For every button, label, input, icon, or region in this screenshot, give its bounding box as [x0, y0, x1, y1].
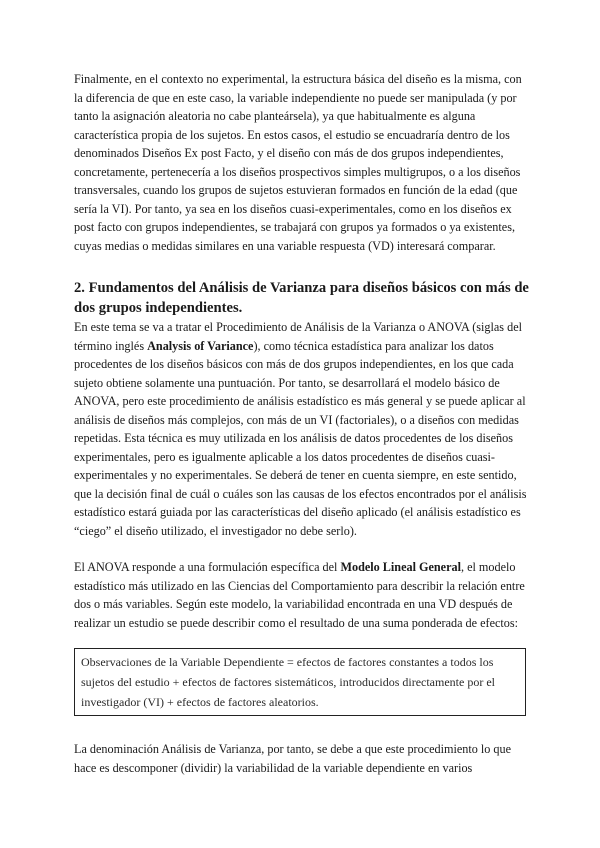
paragraph-glm-part-b: , el modelo estadístico más utilizado en las Ciencias del Comportamiento para describir la relación entre dos o más variables. Según este modelo, la variabilidad encontrada en una VD después de realizar un estudio se puede describir como el resultado de una suma ponderada de efectos:: [74, 560, 525, 630]
paragraph-non-experimental-context: Finalmente, en el contexto no experimental, la estructura básica del diseño es la misma, con la diferencia de que en este caso, la variable independiente no puede ser manipulada (y por tanto la asignación aleatoria no cabe planteársela), ya que habitualmente es alguna característica propia de los sujetos. En estos casos, el estudio se encuadraría dentro de los denominados Diseños Ex post Facto, y el diseño con más de dos grupos independientes, concretamente, pertenecería a los diseños prospectivos simples multigrupos, o a los diseños transversales, cuando los grupos de sujetos estuvieran formados en función de la edad (que sería la VI). Por tanto, ya sea en los diseños cuasi-experimentales, como en los diseños ex post facto con grupos independientes, se trabajará con grupos ya formados o ya existentes, cuyas medias o medidas similares en una variable respuesta (VD) interesará comparar.: [74, 72, 522, 253]
bold-term-modelo-lineal-general: Modelo Lineal General: [340, 560, 461, 574]
formula-box: [74, 648, 526, 716]
formula-text: Observaciones de la Variable Dependiente = efectos de factores constantes a todos los sujetos del estudio + efectos de factores sistemáticos, introducidos directamente por el investigador (VI) + efectos de factores aleatorios.: [81, 655, 495, 709]
paragraph-anova-introduction: [74, 318, 529, 540]
paragraph-anova-intro-part-a: En este tema se va a tratar el Procedimiento de Análisis de la Varianza o ANOVA (siglas del término inglés: [74, 320, 522, 353]
paragraph-general-linear-model: [74, 558, 529, 632]
paragraph-anova-intro-part-b: ), como técnica estadística para analizar los datos procedentes de los diseños básicos con más de dos grupos independientes, en los que cada sujeto obtiene solamente una puntuación. Por tanto, se desarrollará el modelo básico de ANOVA, pero este procedimiento de análisis estadístico es más general y se puede aplicar al análisis de diseños más complejos, con más de un VI (factoriales), o a diseños con medidas repetidas. Esta técnica es muy utilizada en los análisis de datos procedentes de los diseños experimentales, pero es igualmente aplicable a los datos procedentes de diseños cuasi-experimentales y no experimentales. Se deberá de tener en cuenta siempre, en este sentido, que la decisión final de cuál o cuáles son las causas de los efectos encontrados por el análisis estadístico estará guiada por las características del diseño aplicado (el análisis estadístico es “ciego” el diseño utilizado, el investigador no debe serlo).: [74, 338, 527, 538]
bold-term-analysis-of-variance: Analysis of Variance: [147, 338, 254, 353]
paragraph-anova-denomination: La denominación Análisis de Varianza, por tanto, se debe a que este procedimiento lo que hace es descomponer (dividir) la variabilidad de la variable dependiente en varios: [74, 742, 512, 775]
section-heading-anova-fundamentals: 2. Fundamentos del Análisis de Varianza para diseños básicos con más de dos grupos independientes.: [74, 280, 529, 316]
paragraph-glm-part-a: El ANOVA responde a una formulación específica del: [74, 560, 341, 574]
